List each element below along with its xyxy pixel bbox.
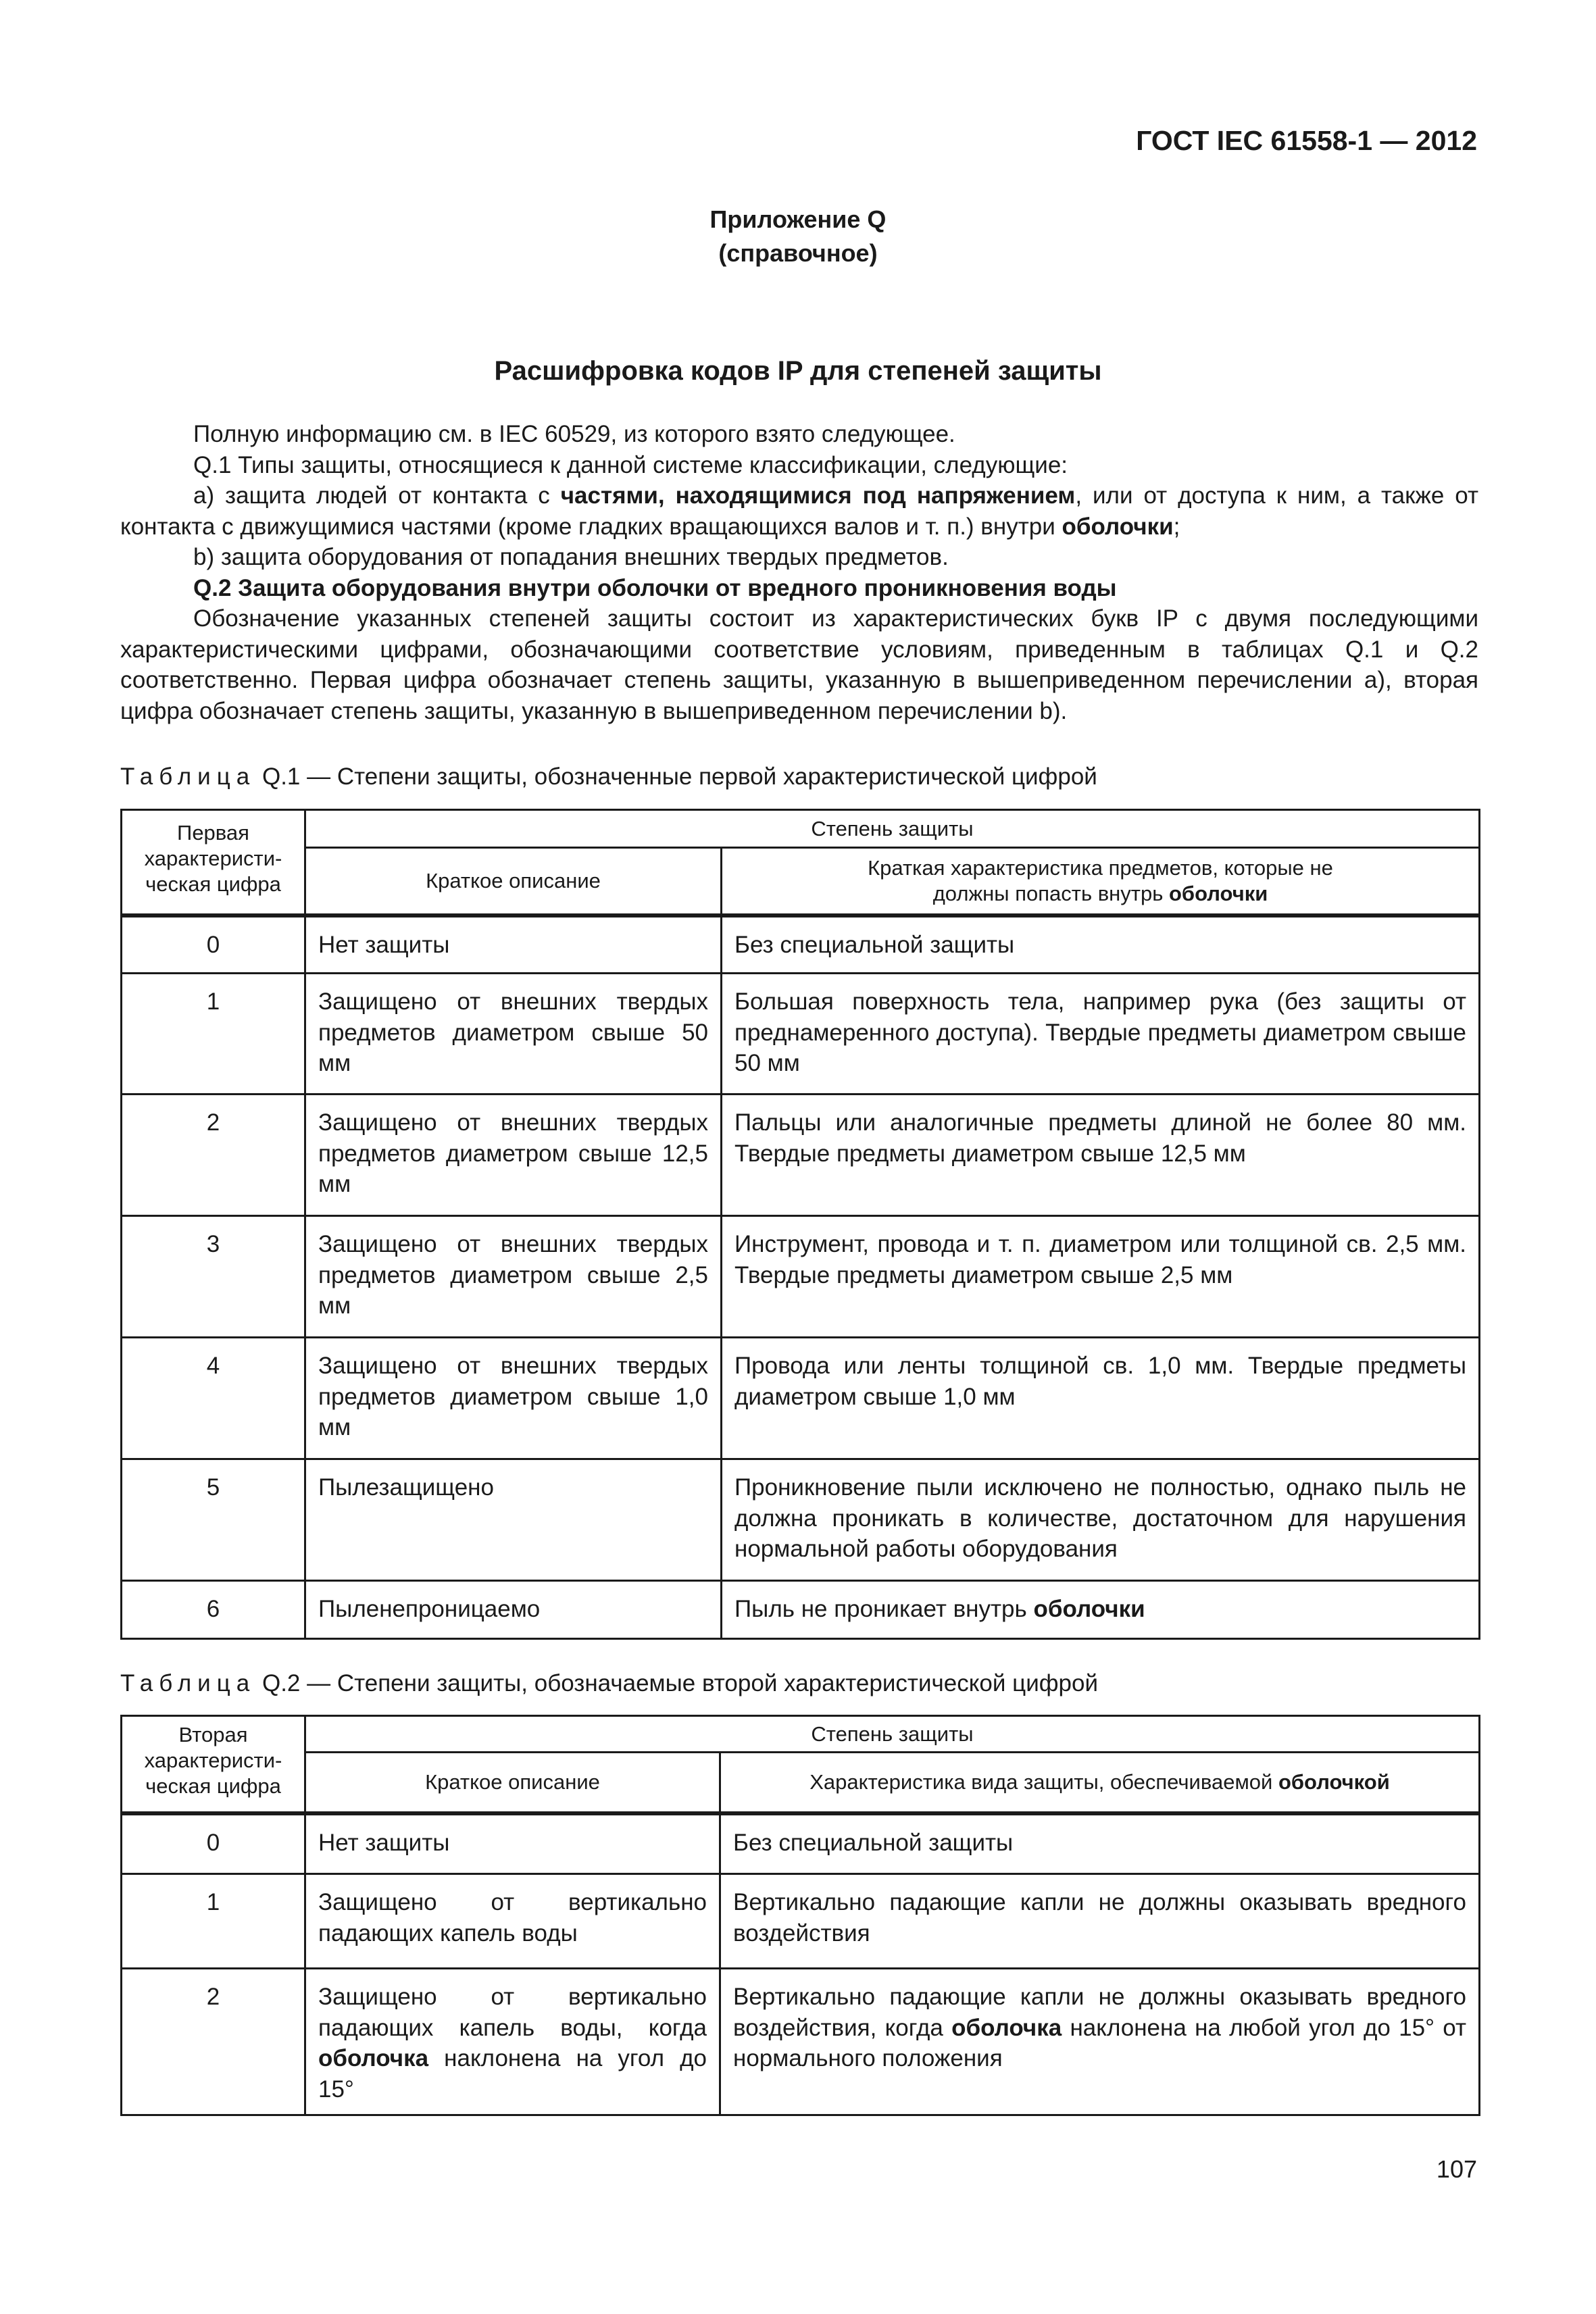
header-text: Краткая характеристика предметов, которые не должны попасть внутрь [868,855,1333,905]
cell-digit: 2 [122,1969,305,2115]
table-row [122,1338,1480,1459]
cell-characteristic [722,915,1480,974]
table1-head-col1 [122,810,305,915]
text-run: Вертикально падающие капли не должны оказывать вредного воздействия [733,1889,1466,1946]
caption-label: Таблица [120,763,256,790]
cell-characteristic [722,974,1480,1095]
text-run: Большая поверхность тела, например рука (без защиты от преднамеренного доступа). Твердые предметы диаметром свыше 50 мм [734,988,1466,1076]
cell-description: Нет защиты [305,915,722,974]
table2-head-col1 [122,1716,305,1813]
cell-description: Защищено от внешних твердых предметов диаметром свыше 1,0 мм [305,1338,722,1459]
document-code: ГОСТ IEC 61558-1 — 2012 [1136,125,1477,156]
table-row [122,1813,1480,1874]
paragraph-designation: Обозначение указанных степеней защиты состоит из характеристических букв IP с двумя последующими характеристическими цифрами, обозначающими соответствие условиям, приведенным в таблицах Q.1 и Q.2 соответственно. Первая цифра обозначает степень защиты, указанную в вышеприведенном перечислении а), вторая цифра обозначает степень защиты, указанную в вышеприведенном перечислении b). [120,605,1478,724]
cell-characteristic [720,1813,1480,1874]
table-row [122,1459,1480,1581]
text-run: Защищено от вертикально падающих капель воды, когда [318,1984,707,2041]
table2-head-group: Степень защиты [305,1716,1480,1753]
text-run: , или от доступа к ним, а также от контакта с движущимися частями (кроме гладких вращающихся валов и т. п.) внутри [120,482,1479,540]
text-run: Пальцы или аналогичные предметы длиной не более 80 мм. Твердые предметы диаметром свыше 12,5 мм [734,1109,1466,1167]
paragraph-item-a [120,480,1478,542]
cell-digit: 0 [122,1813,305,1874]
text-run: наклонена на любой угол до 15° от нормального положения [733,2014,1467,2071]
cell-digit: 2 [122,1095,305,1216]
table-row [122,1581,1480,1639]
cell-digit: 4 [122,1338,305,1459]
text-run: наклонена на угол до 15° [318,2045,707,2103]
table1-head-col2: Краткое описание [305,848,722,915]
text-run-bold: оболочки [1062,513,1174,540]
paragraph-item-b: b) защита оборудования от попадания внешних твердых предметов. [193,544,949,570]
text-run-bold: оболочка [951,2014,1062,2041]
table-row [122,1095,1480,1216]
table-row [122,1969,1480,2115]
table-q1 [120,809,1480,1640]
caption-label: Таблица [120,1670,256,1696]
cell-description [305,1874,720,1969]
header-text: Вторая характеристи-ческая цифра [144,1723,282,1798]
cell-characteristic [720,1874,1480,1969]
body-text [120,419,1478,726]
header-text: Характеристика вида защиты, обеспечиваемой [809,1769,1278,1794]
text-run-bold: частями, находящимися под напряжением [560,482,1076,509]
annex-type: (справочное) [718,239,878,267]
table2-head-col3 [720,1753,1480,1813]
text-run: Проникновение пыли исключено не полностью, однако пыль не должна проникать в количестве, достаточном для нарушения нормальной работы оборудования [734,1474,1466,1562]
cell-description [305,1969,720,2115]
text-run-bold: оболочки [1033,1596,1145,1622]
cell-description: Пыленепроницаемо [305,1581,722,1639]
cell-characteristic [722,1459,1480,1581]
table1-head-group: Степень защиты [305,810,1480,848]
cell-description: Пылезащищено [305,1459,722,1581]
cell-characteristic [722,1338,1480,1459]
cell-digit: 1 [122,1874,305,1969]
table-row [122,1216,1480,1338]
cell-description [305,1813,720,1874]
annex-heading [0,203,1596,270]
paragraph-q2-heading: Q.2 Защита оборудования внутри оболочки от вредного проникновения воды [193,574,1117,601]
cell-digit: 6 [122,1581,305,1639]
cell-description: Защищено от внешних твердых предметов диаметром свыше 12,5 мм [305,1095,722,1216]
table-q2 [120,1715,1480,2116]
text-run: Инструмент, провода и т. п. диаметром или толщиной св. 2,5 мм. Твердые предметы диаметром свыше 2,5 мм [734,1231,1466,1288]
table2-caption [120,1670,1098,1697]
caption-text: Q.1 — Степени защиты, обозначенные первой характеристической цифрой [261,763,1097,790]
cell-description: Защищено от внешних твердых предметов диаметром свыше 2,5 мм [305,1216,722,1338]
cell-description: Защищено от внешних твердых предметов диаметром свыше 50 мм [305,974,722,1095]
table2-head-col2: Краткое описание [305,1753,720,1813]
cell-characteristic [720,1969,1480,2115]
text-run: Вертикально падающие капли не должны оказывать вредного воздействия, когда [733,1984,1466,2041]
cell-characteristic [722,1216,1480,1338]
paragraph-intro: Полную информацию см. в IEC 60529, из которого взято следующее. [193,421,955,447]
cell-digit: 3 [122,1216,305,1338]
table-row [122,915,1480,974]
header-text-bold: оболочкой [1278,1769,1390,1794]
text-run: ; [1173,513,1180,540]
cell-digit: 5 [122,1459,305,1581]
text-run: Без специальной защиты [734,931,1015,958]
text-run: Защищено от вертикально падающих капель воды [318,1889,707,1946]
cell-digit: 0 [122,915,305,974]
text-run-bold: оболочка [318,2045,429,2071]
table-row [122,1874,1480,1969]
header-text-bold: оболочки [1169,881,1268,905]
header-text: Первая характеристи-ческая цифра [144,821,282,896]
table1-head-col3 [722,848,1480,915]
cell-characteristic [722,1581,1480,1639]
page-number: 107 [1436,2155,1477,2183]
table-row [122,974,1480,1095]
paragraph-q1: Q.1 Типы защиты, относящиеся к данной системе классификации, следующие: [193,451,1068,478]
cell-characteristic [722,1095,1480,1216]
caption-text: Q.2 — Степени защиты, обозначаемые второй характеристической цифрой [261,1670,1099,1696]
text-run: Без специальной защиты [733,1829,1014,1856]
section-title: Расшифровка кодов IP для степеней защиты [494,356,1102,386]
text-run: Провода или ленты толщиной св. 1,0 мм. Твердые предметы диаметром свыше 1,0 мм [734,1353,1466,1410]
table1-caption [120,763,1097,790]
text-run: Пыль не проникает внутрь [734,1596,1034,1622]
text-run: Нет защиты [318,1829,450,1856]
cell-digit: 1 [122,974,305,1095]
annex-title: Приложение Q [709,205,887,233]
text-run: а) защита людей от контакта с [193,482,561,509]
